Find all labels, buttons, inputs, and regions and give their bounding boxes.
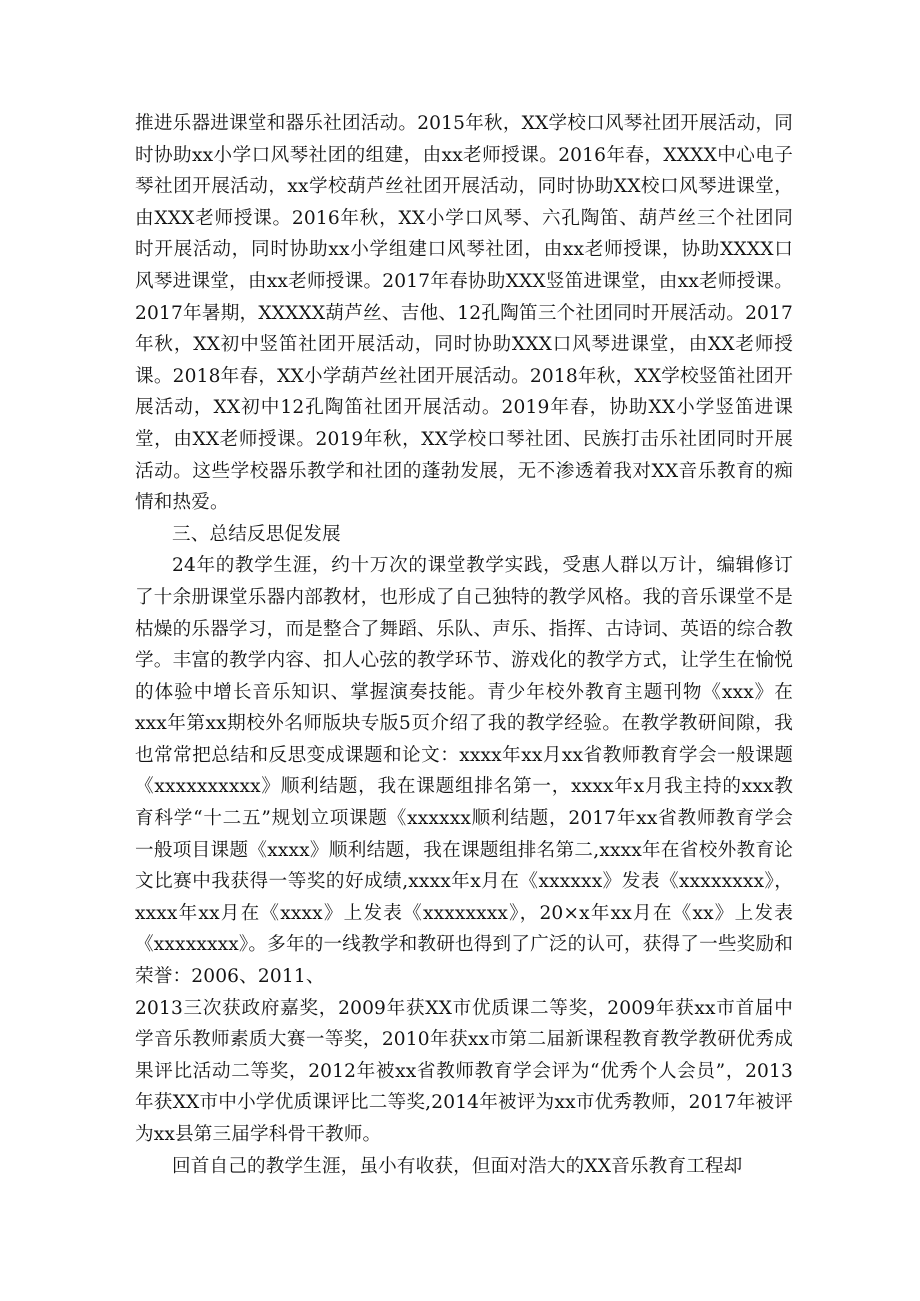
- document-body: [135, 108, 793, 1182]
- paragraph-instrument-clubs: 推进乐器进课堂和器乐社团活动。2015年秋，XX学校口风琴社团开展活动，同时协助xx小学口风琴社团的组建，由xx老师授课。2016年春，XXXX中心电子琴社团开展活动，xx学校葫芦丝社团开展活动，同时协助XX校口风琴进课堂，由XXX老师授课。2016年秋，XX小学口风琴、六孔陶笛、葫芦丝三个社团同时开展活动，同时协助xx小学组建口风琴社团，由xx老师授课，协助XXXX口风琴进课堂，由xx老师授课。2017年春协助XXX竖笛进课堂，由xx老师授课。2017年暑期，XXXXX葫芦丝、吉他、12孔陶笛三个社团同时开展活动。2017年秋，XX初中竖笛社团开展活动，同时协助XXX口风琴进课堂，由XX老师授课。2018年春，XX小学葫芦丝社团开展活动。2018年秋，XX学校竖笛社团开展活动，XX初中12孔陶笛社团开展活动。2019年春，协助XX小学竖笛进课堂，由XX老师授课。2019年秋，XX学校口琴社团、民族打击乐社团同时开展活动。这些学校器乐教学和社团的蓬勃发展，无不渗透着我对XX音乐教育的痴情和热爱。: [135, 113, 793, 514]
- paragraph-retrospective: 回首自己的教学生涯，虽小有收获，但面对浩大的XX音乐教育工程却: [172, 1155, 743, 1177]
- section-heading-summary: 三、总结反思促发展: [172, 523, 341, 545]
- paragraph-awards: 2013三次获政府嘉奖，2009年获XX市优质课二等奖，2009年获xx市首届中学音乐教师素质大赛一等奖，2010年获xx市第二届新课程教育教学教研优秀成果评比活动二等奖，2012年被xx省教师教育学会评为“优秀个人会员”，2013年获XX市中小学优质课评比二等奖,2014年被评为xx市优秀教师，2017年被评为xx县第三届学科骨干教师。: [135, 997, 793, 1145]
- paragraph-teaching-career: 24年的教学生涯，约十万次的课堂教学实践，受惠人群以万计，编辑修订了十余册课堂乐器内部教材，也形成了自己独特的教学风格。我的音乐课堂不是枯燥的乐器学习，而是整合了舞蹈、乐队、声乐、指挥、古诗词、英语的综合教学。丰富的教学内容、扣人心弦的教学环节、游戏化的教学方式，让学生在愉悦的体验中增长音乐知识、掌握演奏技能。青少年校外教育主题刊物《xxx》在xxx年第xx期校外名师版块专版5页介绍了我的教学经验。在教学教研间隙，我也常常把总结和反思变成课题和论文：xxxx年xx月xx省教师教育学会一般课题《xxxxxxxxxx》顺利结题，我在课题组排名第一，xxxx年x月我主持的xxx教育科学“十二五”规划立项课题《xxxxxx顺利结题，2017年xx省教师教育学会一般项目课题《xxxx》顺利结题，我在课题组排名第二,xxxx年在省校外教育论文比赛中我获得一等奖的好成绩,xxxx年x月在《xxxxxx》发表《xxxxxxxx》，xxxx年xx月在《xxxx》上发表《xxxxxxxx》，20×x年xx月在《xx》上发表《xxxxxxxx》。多年的一线教学和教研也得到了广泛的认可，获得了一些奖励和荣誉：2006、2011、: [135, 555, 793, 988]
